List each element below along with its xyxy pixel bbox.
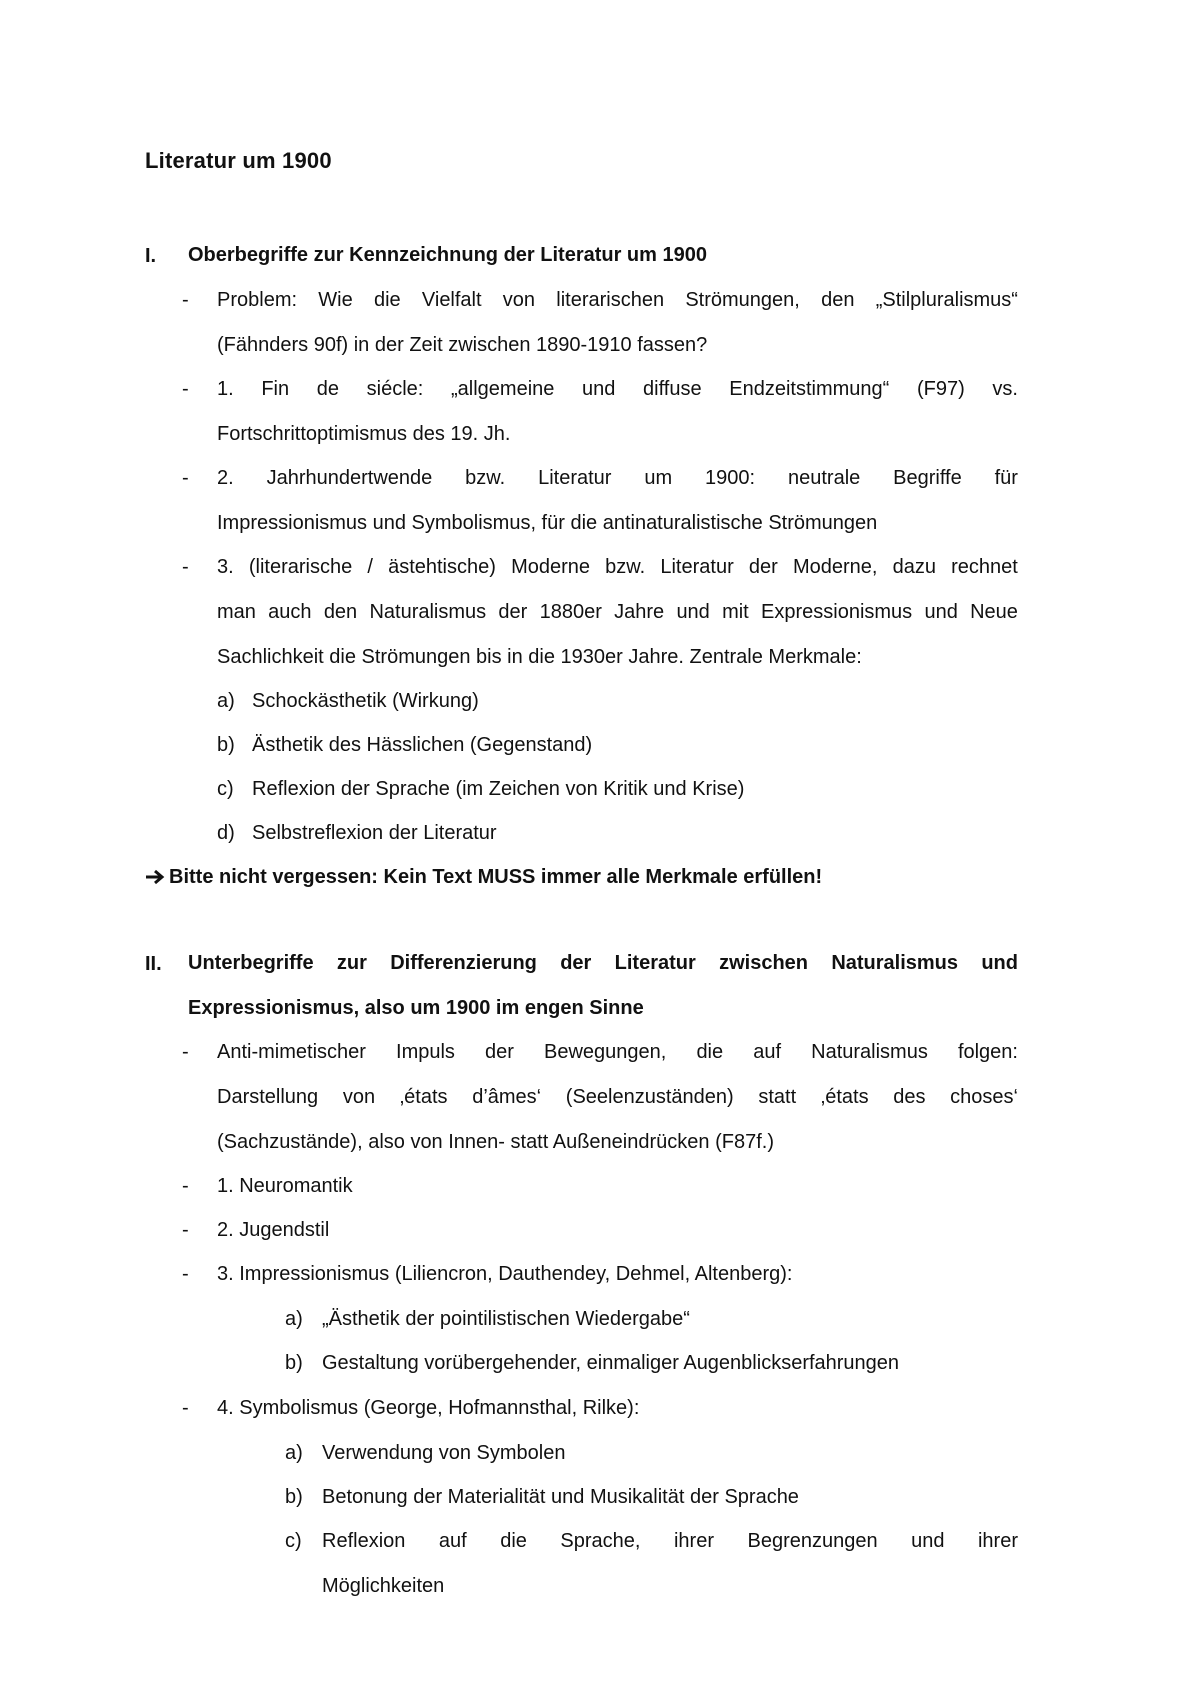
word: 1. bbox=[217, 378, 234, 400]
word: 1880er bbox=[539, 601, 602, 623]
word: Vielfalt bbox=[421, 289, 482, 311]
impressionism-text: Gestaltung vorübergehender, einmaliger Augenblickserfahrungen bbox=[322, 1352, 900, 1374]
list-item: 3. Impressionismus (Liliencron, Dauthendey, Dehmel, Altenberg): bbox=[217, 1263, 793, 1285]
word: Fin bbox=[261, 378, 290, 400]
word: dazu bbox=[892, 556, 936, 578]
word: Endzeitstimmung“ bbox=[729, 378, 890, 400]
list-dash: - bbox=[182, 289, 189, 311]
heading-line: Expressionismus, also um 1900 im engen Sinne bbox=[188, 997, 644, 1019]
word: Differenzierung bbox=[390, 952, 537, 974]
word: neutrale bbox=[787, 467, 861, 489]
list-dash: - bbox=[182, 1263, 189, 1285]
word: ‚états bbox=[820, 1086, 869, 1108]
word: und bbox=[981, 952, 1018, 974]
symbolism-letter: c) bbox=[285, 1530, 302, 1552]
feature-letter: d) bbox=[217, 822, 235, 844]
word: Naturalismus bbox=[811, 1041, 928, 1063]
word: und bbox=[582, 378, 616, 400]
arrow-right-icon bbox=[145, 866, 165, 889]
impressionism-letter: b) bbox=[285, 1352, 303, 1374]
word: Literatur bbox=[614, 952, 696, 974]
feature-letter: b) bbox=[217, 734, 235, 756]
list-dash: - bbox=[182, 1041, 189, 1063]
word: Bewegungen, bbox=[544, 1041, 667, 1063]
word: die bbox=[373, 289, 401, 311]
word: vs. bbox=[992, 378, 1018, 400]
feature-text: Reflexion der Sprache (im Zeichen von Kritik und Krise) bbox=[252, 778, 745, 800]
word: zur bbox=[336, 952, 367, 974]
word: Strömungen, bbox=[685, 289, 800, 311]
list-dash: - bbox=[182, 467, 189, 489]
symbolism-letter: a) bbox=[285, 1442, 303, 1464]
list-item-line: Impressionismus und Symbolismus, für die antinaturalistische Strömungen bbox=[217, 512, 878, 534]
list-item bbox=[217, 1030, 1018, 1165]
word: Moderne bbox=[511, 556, 591, 578]
symbolism-text: Betonung der Materialität und Musikalität der Sprache bbox=[322, 1486, 799, 1508]
word: literarischen bbox=[556, 289, 665, 311]
list-item-line bbox=[217, 545, 1018, 590]
word: zwischen bbox=[719, 952, 808, 974]
word: folgen: bbox=[957, 1041, 1018, 1063]
word: ihrer bbox=[673, 1530, 714, 1552]
list-item-line bbox=[217, 590, 1018, 635]
word: und bbox=[911, 1530, 945, 1552]
word: auf bbox=[753, 1041, 782, 1063]
list-item: 4. Symbolismus (George, Hofmannsthal, Rilke): bbox=[217, 1397, 640, 1419]
feature-letter: a) bbox=[217, 690, 235, 712]
list-item bbox=[217, 456, 1018, 546]
word: Moderne, bbox=[792, 556, 878, 578]
word: Naturalismus bbox=[831, 952, 959, 974]
word: bzw. bbox=[605, 556, 646, 578]
list-item: 2. Jugendstil bbox=[217, 1219, 330, 1241]
list-dash: - bbox=[182, 1175, 189, 1197]
feature-letter: c) bbox=[217, 778, 234, 800]
word: auf bbox=[438, 1530, 467, 1552]
word: von bbox=[342, 1086, 376, 1108]
word: Literatur bbox=[538, 467, 612, 489]
word: (Seelenzuständen) bbox=[565, 1086, 734, 1108]
list-item: 1. Neuromantik bbox=[217, 1175, 353, 1197]
word: den bbox=[821, 289, 855, 311]
word: Reflexion bbox=[322, 1530, 406, 1552]
word: (literarische bbox=[248, 556, 353, 578]
heading-line bbox=[188, 941, 1018, 986]
word: Wie bbox=[318, 289, 353, 311]
word: Begriffe bbox=[893, 467, 962, 489]
word: Anti-mimetischer bbox=[217, 1041, 366, 1063]
word: „allgemeine bbox=[451, 378, 555, 400]
list-dash: - bbox=[182, 378, 189, 400]
section-1-number: I. bbox=[145, 245, 157, 267]
list-item-line: (Fähnders 90f) in der Zeit zwischen 1890-1910 fassen? bbox=[217, 334, 708, 356]
word: „Stilpluralismus“ bbox=[875, 289, 1018, 311]
word: ihrer bbox=[977, 1530, 1018, 1552]
feature-text: Schockästhetik (Wirkung) bbox=[252, 690, 479, 712]
feature-text: Ästhetik des Hässlichen (Gegenstand) bbox=[252, 734, 593, 756]
word: und bbox=[676, 601, 710, 623]
word: und bbox=[924, 601, 958, 623]
reminder-text: Bitte nicht vergessen: Kein Text MUSS immer alle Merkmale erfüllen! bbox=[169, 866, 823, 888]
word: Darstellung bbox=[217, 1086, 319, 1108]
word: auch bbox=[268, 601, 312, 623]
word: Literatur bbox=[660, 556, 734, 578]
word: (F97) bbox=[916, 378, 965, 400]
list-item bbox=[217, 545, 1018, 680]
word: rechnet bbox=[951, 556, 1018, 578]
word: der bbox=[498, 601, 528, 623]
word: für bbox=[994, 467, 1018, 489]
word: Neue bbox=[970, 601, 1018, 623]
document-title: Literatur um 1900 bbox=[145, 148, 332, 173]
word: 1900: bbox=[705, 467, 756, 489]
word: 3. bbox=[217, 556, 234, 578]
word: choses‘ bbox=[950, 1086, 1018, 1108]
word: die bbox=[696, 1041, 724, 1063]
section-2-number: II. bbox=[145, 953, 162, 975]
word: d’âmes‘ bbox=[472, 1086, 542, 1108]
impressionism-letter: a) bbox=[285, 1308, 303, 1330]
word: man bbox=[217, 601, 256, 623]
word: der bbox=[485, 1041, 514, 1063]
word: Naturalismus bbox=[369, 601, 487, 623]
feature-text: Selbstreflexion der Literatur bbox=[252, 822, 497, 844]
word: den bbox=[323, 601, 358, 623]
list-item bbox=[217, 278, 1018, 368]
symbolism-line: Möglichkeiten bbox=[322, 1575, 445, 1597]
word: Expressionismus bbox=[761, 601, 913, 623]
word: des bbox=[893, 1086, 926, 1108]
list-item-line bbox=[217, 1075, 1018, 1120]
list-item-line: (Sachzustände), also von Innen- statt Außeneindrücken (F87f.) bbox=[217, 1131, 774, 1153]
word: Begrenzungen bbox=[747, 1530, 878, 1552]
list-item-line: Fortschrittoptimismus des 19. Jh. bbox=[217, 423, 511, 445]
word: der bbox=[748, 556, 778, 578]
word: die bbox=[500, 1530, 527, 1552]
symbolism-letter: b) bbox=[285, 1486, 303, 1508]
word: diffuse bbox=[643, 378, 702, 400]
word: ‚états bbox=[399, 1086, 448, 1108]
word: Unterbegriffe bbox=[188, 952, 314, 974]
list-item-line bbox=[217, 456, 1018, 501]
word: de bbox=[316, 378, 340, 400]
word: mit bbox=[722, 601, 749, 623]
list-item-line bbox=[217, 278, 1018, 323]
section-2-heading bbox=[188, 941, 1018, 1031]
list-dash: - bbox=[182, 556, 189, 578]
symbolism-text: Verwendung von Symbolen bbox=[322, 1442, 566, 1464]
word: ästehtische) bbox=[388, 556, 496, 578]
impressionism-text: „Ästhetik der pointilistischen Wiedergabe“ bbox=[322, 1308, 690, 1330]
list-item bbox=[217, 367, 1018, 457]
section-1-heading: Oberbegriffe zur Kennzeichnung der Literatur um 1900 bbox=[188, 244, 707, 266]
word: siécle: bbox=[366, 378, 424, 400]
list-dash: - bbox=[182, 1397, 189, 1419]
word: um bbox=[644, 467, 673, 489]
list-item-line: Sachlichkeit die Strömungen bis in die 1930er Jahre. Zentrale Merkmale: bbox=[217, 646, 862, 668]
symbolism-text bbox=[322, 1519, 1018, 1609]
word: Impuls bbox=[396, 1041, 455, 1063]
word: bzw. bbox=[465, 467, 506, 489]
word: von bbox=[502, 289, 536, 311]
list-item-line bbox=[217, 1030, 1018, 1075]
symbolism-line bbox=[322, 1519, 1018, 1564]
word: der bbox=[560, 952, 592, 974]
word: Jahrhundertwende bbox=[266, 467, 433, 489]
reminder-note bbox=[145, 866, 822, 889]
word: 2. bbox=[217, 467, 234, 489]
word: / bbox=[367, 556, 373, 578]
word: Sprache, bbox=[560, 1530, 641, 1552]
word: Problem: bbox=[217, 289, 298, 311]
list-item-line bbox=[217, 367, 1018, 412]
list-dash: - bbox=[182, 1219, 189, 1241]
word: Jahre bbox=[614, 601, 665, 623]
word: statt bbox=[758, 1086, 797, 1108]
